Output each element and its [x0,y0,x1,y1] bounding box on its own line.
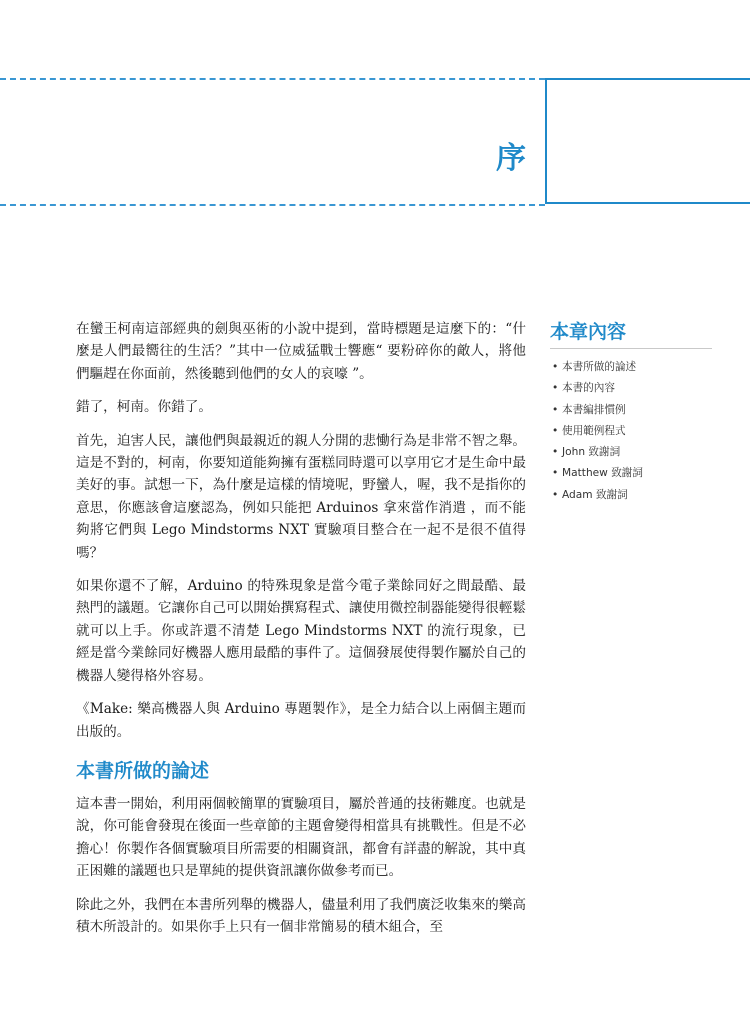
toc-item [550,400,712,421]
chapter-header-box [545,78,750,204]
section-paragraph-2: 除此之外，我們在本書所列舉的機器人，儘量利用了我們廣泛收集來的樂高積木所設計的。如果你手上只有一個非常簡易的積木組合，至 [76,896,526,935]
toc-item-label: 使用範例程式 [562,424,626,437]
chapter-title: 序 [496,141,526,176]
main-text-column [76,318,526,949]
bullet-icon: • [552,467,559,480]
bullet-icon: • [552,424,559,437]
toc-item [550,357,712,378]
body-paragraph-2: 錯了，柯南。你錯了。 [76,399,212,416]
toc-item [550,463,712,484]
toc-item-label: John 致謝詞 [562,446,621,459]
section-paragraph-1: 這本書一開始，利用兩個較簡單的實驗項目，屬於普通的技術難度。也就是說，你可能會發現在後面一些章節的主題會變得相當具有挑戰性。但是不必擔心！你製作各個實驗項目所需要的相關資訊，都會有詳盡的解說，其中真正困難的議題也只是單純的提供資訊讓你做參考而已。 [76,795,526,880]
toc-item-label: 本書編排慣例 [562,403,626,416]
chapter-contents-sidebar [550,318,712,506]
body-paragraph-4: 如果你還不了解，Arduino 的特殊現象是當今電子業餘同好之間最酷、最熱門的議題。它讓你自己可以開始撰寫程式、讓使用微控制器能變得很輕鬆就可以上手。你或許還不清楚 Lego Mindstorms NXT 的流行現象，已經是當今業餘同好機器人應用最酷的事件了。這個發展使得製作屬於自己的機器人變得格外容易。 [76,578,526,684]
toc-item-label: 本書的內容 [562,382,615,395]
toc-item [550,378,712,399]
bullet-icon: • [552,403,559,416]
bullet-icon: • [552,361,559,373]
toc-item-label: 本書所做的論述 [562,361,637,373]
sidebar-title: 本章內容 [550,318,712,349]
toc-list [550,357,712,506]
toc-item-label: Adam 致謝詞 [562,488,628,501]
toc-item [550,442,712,463]
body-paragraph-3: 首先，迫害人民，讓他們與最親近的親人分開的悲慟行為是非常不智之舉。這是不對的，柯南，你要知道能夠擁有蛋糕同時還可以享用它才是生命中最美好的事。試想一下，為什麼是這樣的情境呢，野蠻人，喔，我不是指你的意思，你應該會這麼認為，例如只能把 Arduinos 拿來當作消遣 ，而不能夠將它們與 Lego Mindstorms NXT 實驗項目整合在一起不是很不值得嗎？ [76,432,526,561]
header-dashed-line-top [0,78,545,80]
section-heading: 本書所做的論述 [76,759,210,782]
bullet-icon: • [552,488,559,501]
body-paragraph-1: 在蠻王柯南這部經典的劍與巫術的小說中提到，當時標題是這麼下的：“什麼是人們最嚮往的生活？”其中一位威猛戰士響應“ 要粉碎你的敵人，將他們驅趕在你面前，然後聽到他們的女人的哀嚎 ”。 [76,321,526,382]
toc-item [550,421,712,442]
header-dashed-line-bottom [0,204,545,206]
toc-item [550,485,712,506]
bullet-icon: • [552,382,559,395]
bullet-icon: • [552,446,559,459]
toc-item-label: Matthew 致謝詞 [562,467,643,480]
body-paragraph-5: 《Make: 樂高機器人與 Arduino 專題製作》，是全力結合以上兩個主題而出版的。 [76,701,526,740]
